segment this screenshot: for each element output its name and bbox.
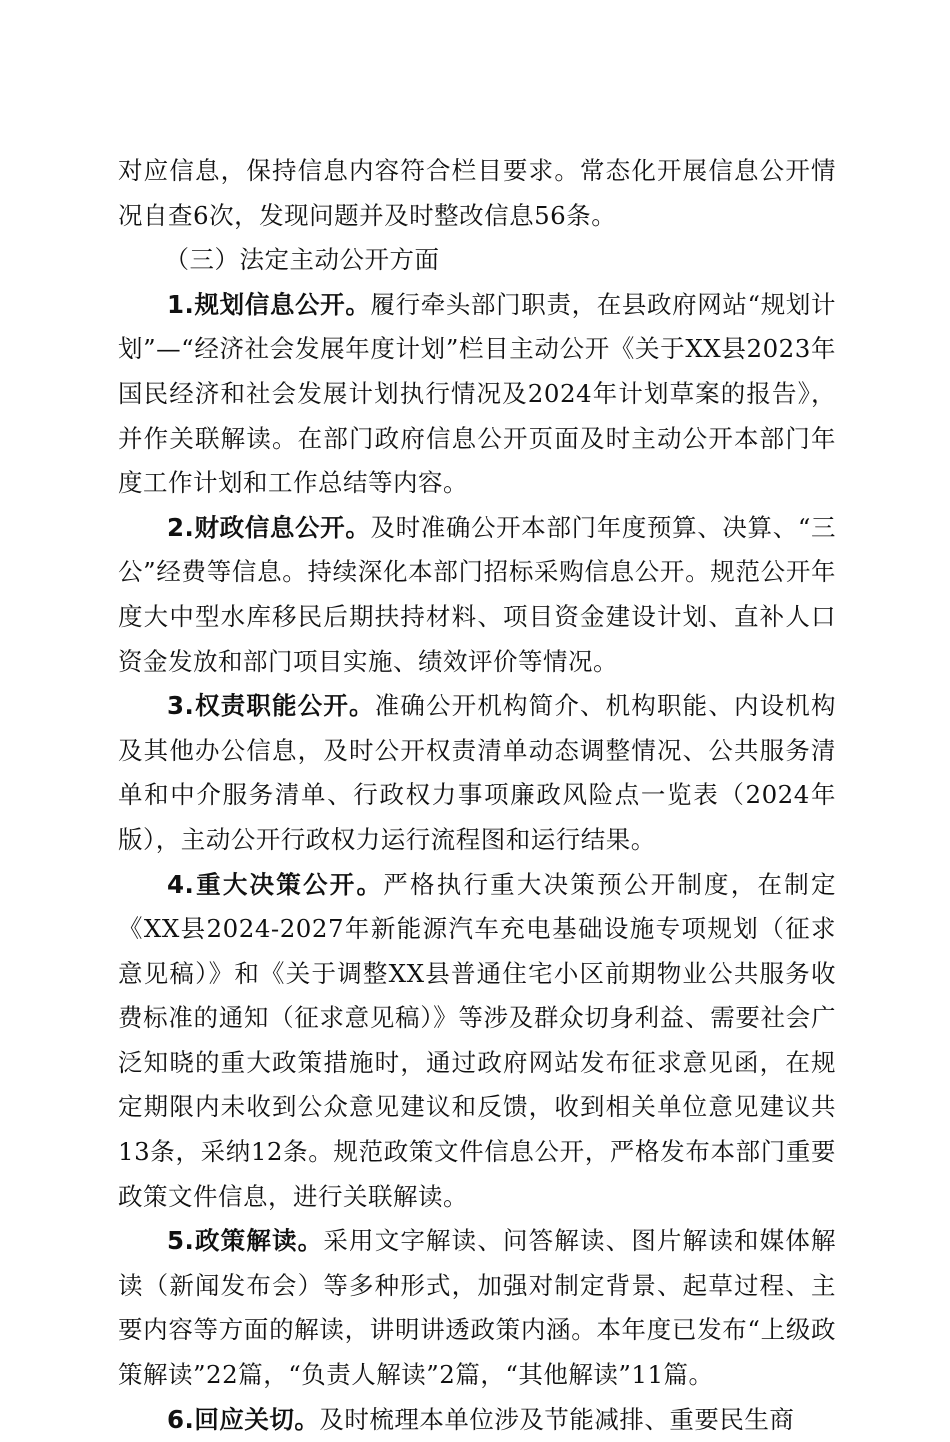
paragraph-response-concerns [118,1398,836,1442]
section-heading [118,238,836,283]
paragraph-title: 3.权责职能公开。 [167,691,375,721]
paragraph-finance-info [118,506,836,684]
paragraph-decision-info [118,863,836,1220]
paragraph-title: 5.政策解读。 [167,1226,324,1256]
paragraph-planning-info [118,283,836,506]
paragraph-text: 采用文字解读、问答解读、图片解读和媒体解读（新闻发布会）等多种形式，加强对制定背景、起草过程、主要内容等方面的解读，讲明讲透政策内涵。本年度已发布“上级政策解读”22篇，“负责人解读”2篇，“其他解读”11篇。 [118,1226,837,1390]
paragraph-duties-info [118,684,836,862]
paragraph-text: 及时梳理本单位涉及节能减排、重要民生商 [319,1404,795,1434]
paragraph-text: 及时准确公开本部门年度预算、决算、“三公”经费等信息。持续深化本部门招标采购信息公开。规范公开年度大中型水库移民后期扶持材料、项目资金建设计划、直补人口资金发放和部门项目实施、绩效评价等情况。 [118,512,836,676]
section-heading-text: （三）法定主动公开方面 [164,245,440,275]
document-page [118,149,836,1442]
paragraph-continuation [118,149,836,238]
paragraph-text: 履行牵头部门职责，在县政府网站“规划计划”—“经济社会发展年度计划”栏目主动公开《关于XX县2023年国民经济和社会发展计划执行情况及2024年计划草案的报告》，并作关联解读。在部门政府信息公开页面及时主动公开本部门年度工作计划和工作总结等内容。 [118,289,836,498]
paragraph-title: 2.财政信息公开。 [167,512,371,542]
paragraph-policy-interpretation [118,1219,836,1397]
paragraph-text: 准确公开机构简介、机构职能、内设机构及其他办公信息，及时公开权责清单动态调整情况、公共服务清单和中介服务清单、行政权力事项廉政风险点一览表（2024年版），主动公开行政权力运行流程图和运行结果。 [118,691,837,854]
paragraph-title: 4.重大决策公开。 [167,869,384,899]
paragraph-title: 1.规划信息公开。 [167,289,371,319]
paragraph-text: 严格执行重大决策预公开制度，在制定《XX县2024-2027年新能源汽车充电基础设施专项规划（征求意见稿）》和《关于调整XX县普通住宅小区前期物业公共服务收费标准的通知（征求意见稿）》等涉及群众切身利益、需要社会广泛知晓的重大政策措施时，通过政府网站发布征求意见函，在规定期限内未收到公众意见建议和反馈，收到相关单位意见建议共13条，采纳12条。规范政策文件信息公开，严格发布本部门重要政策文件信息，进行关联解读。 [118,869,836,1211]
paragraph-title: 6.回应关切。 [167,1404,320,1434]
paragraph-text: 对应信息，保持信息内容符合栏目要求。常态化开展信息公开情况自查6次，发现问题并及时整改信息56条。 [118,156,836,230]
